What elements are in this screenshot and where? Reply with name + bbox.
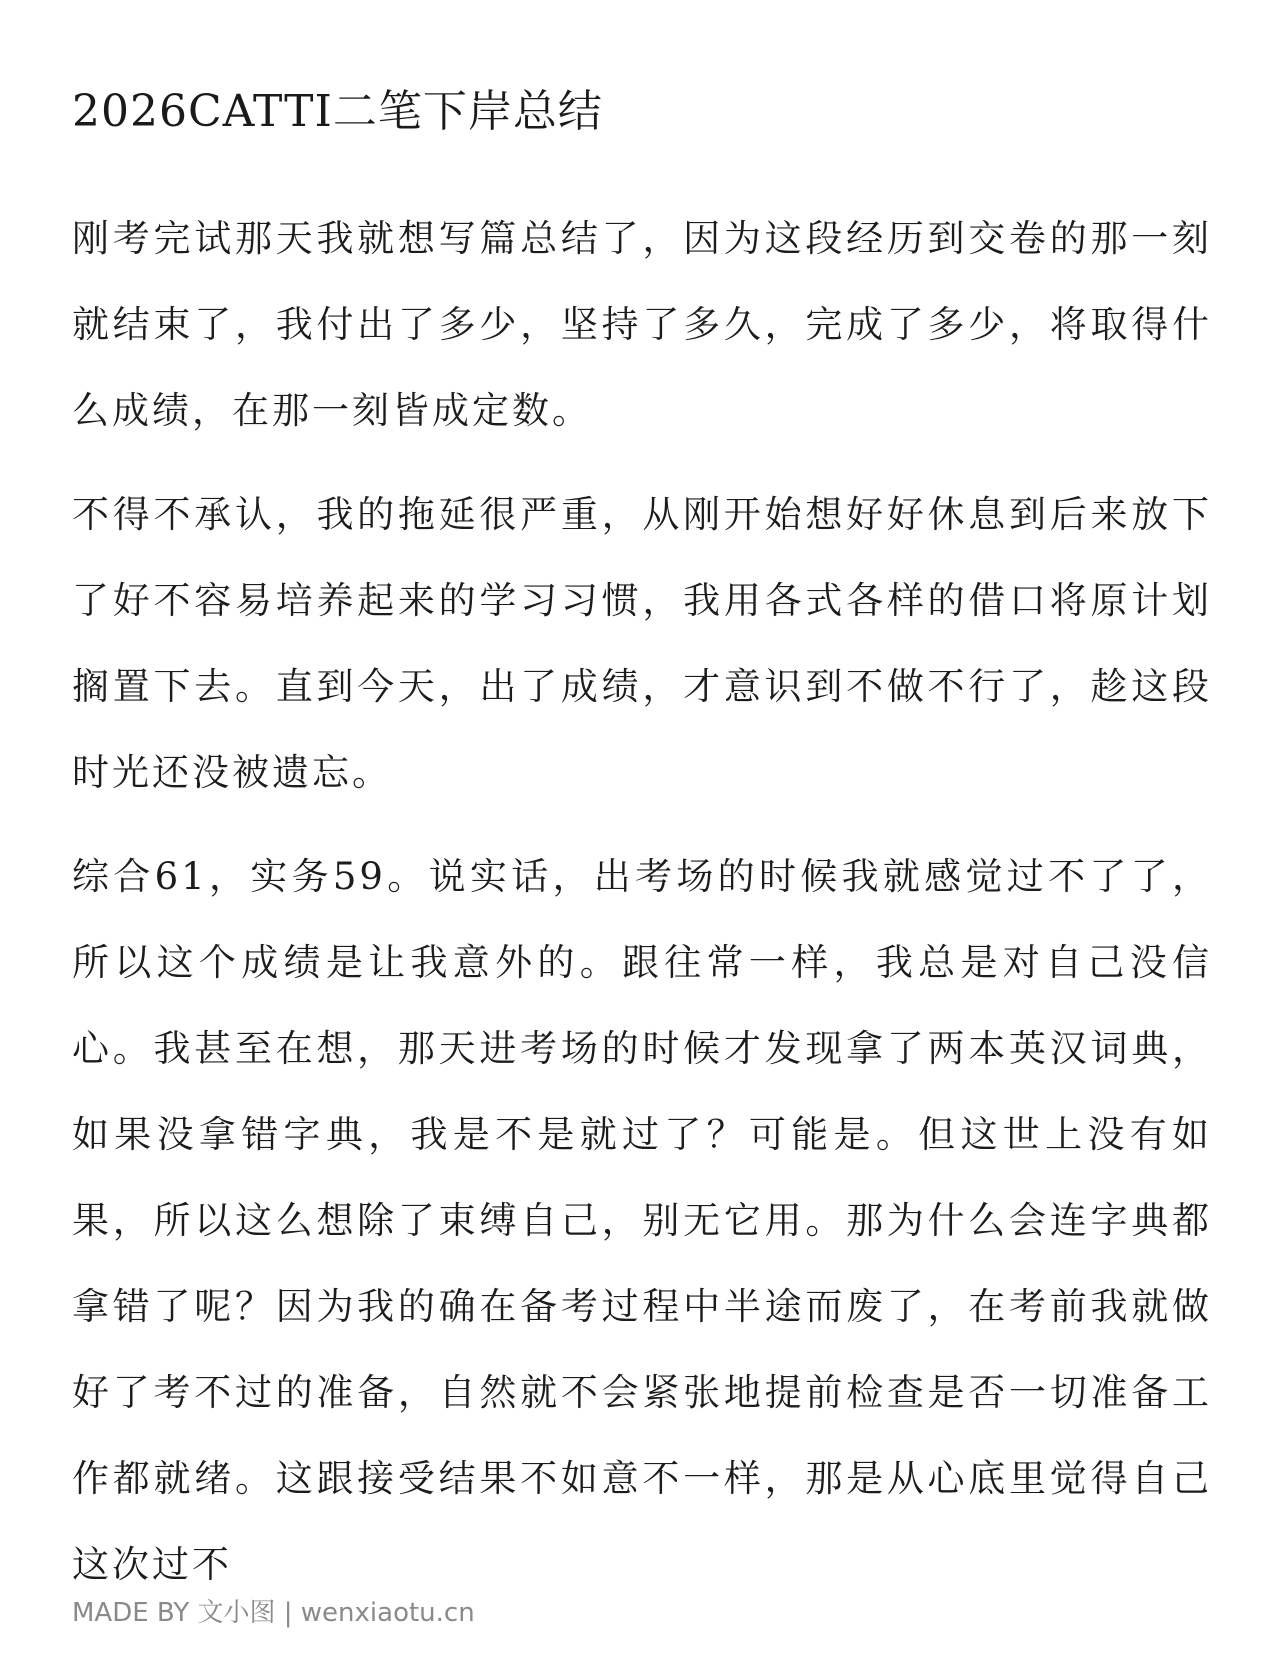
article-body — [72, 196, 1212, 1626]
watermark-footer: MADE BY 文小图 | wenxiaotu.cn — [72, 1598, 475, 1628]
page-title: 2026CATTI二笔下岸总结 — [72, 86, 603, 137]
paragraph: 刚考完试那天我就想写篇总结了，因为这段经历到交卷的那一刻就结束了，我付出了多少，坚持了多久，完成了多少，将取得什么成绩，在那一刻皆成定数。 — [72, 217, 1212, 432]
paragraph: 综合61，实务59。说实话，出考场的时候我就感觉过不了了，所以这个成绩是让我意外的。跟往常一样，我总是对自己没信心。我甚至在想，那天进考场的时候才发现拿了两本英汉词典，如果没拿错字典，我是不是就过了？可能是。但这世上没有如果，所以这么想除了束缚自己，别无它用。那为什么会连字典都拿错了呢？因为我的确在备考过程中半途而废了，在考前我就做好了考不过的准备，自然就不会紧张地提前检查是否一切准备工作都就绪。这跟接受结果不如意不一样，那是从心底里觉得自己这次过不 — [72, 855, 1212, 1586]
paragraph: 不得不承认，我的拖延很严重，从刚开始想好好休息到后来放下了好不容易培养起来的学习习惯，我用各式各样的借口将原计划搁置下去。直到今天，出了成绩，才意识到不做不行了，趁这段时光还没被遗忘。 — [72, 493, 1212, 794]
